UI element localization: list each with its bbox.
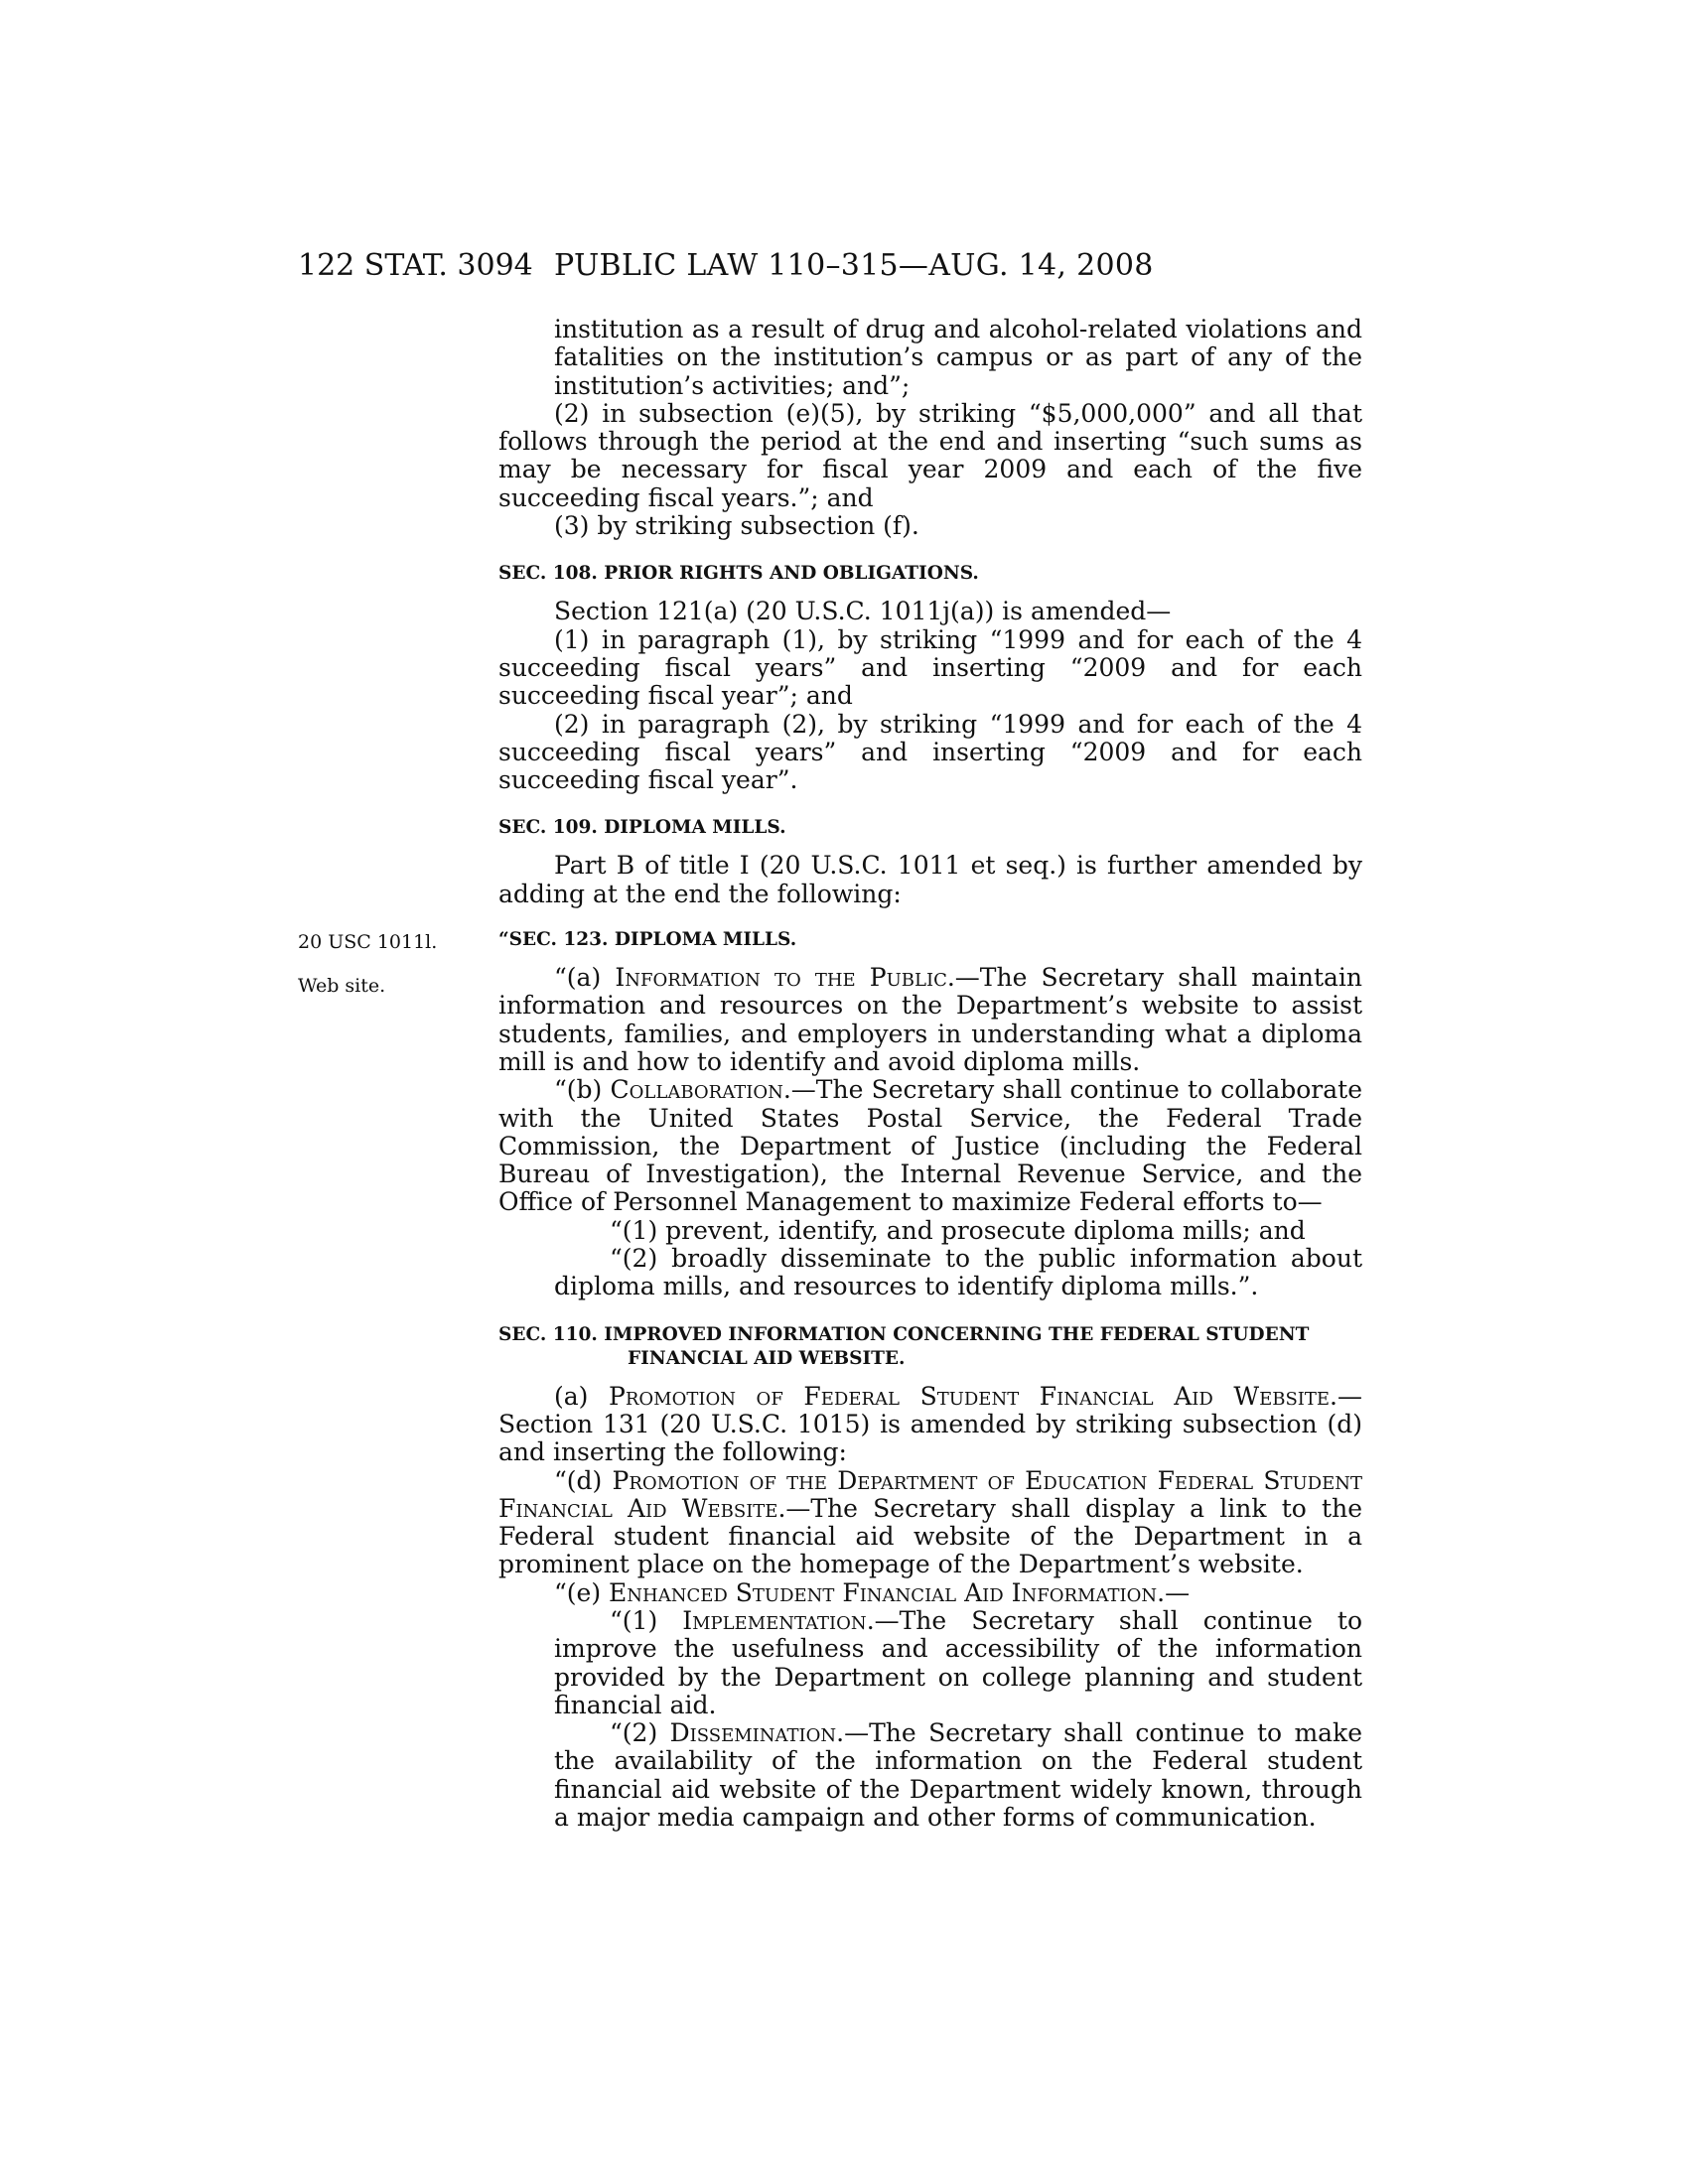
paragraph: [498, 1719, 1362, 1832]
paragraph-text: .—The Secretary shall continue to collaborate with the United States Postal Service, the Federal Trade Commission, the Department of Justice (including the Federal Bureau of Investigation), the Internal Revenue Service, and the Office of Personnel Management to maximize Federal efforts to—: [498, 1075, 1362, 1217]
paragraph: [443, 626, 1362, 711]
section-heading: SEC. 109. DIPLOMA MILLS.: [498, 817, 786, 839]
margin-note-usc: 20 USC 1011l.: [298, 931, 438, 953]
paragraph-lead: “(1): [610, 1605, 683, 1635]
paragraph-text: (2) in paragraph (2), by striking “1999 and for each of the 4 succeeding fiscal years” and inserting “2009 and for each succeeding fiscal year”.: [498, 709, 1362, 795]
paragraph-text: .—Section 131 (20 U.S.C. 1015) is amended by striking subsection (d) and inserting the following:: [498, 1381, 1362, 1467]
paragraph: (2) in subsection (e)(5), by striking “$5,000,000” and all that follows through the period at the end and inserting “such sums as may be necessary for fiscal year 2009 and each of the five succeeding fiscal years.”; and: [498, 398, 1362, 512]
paragraph: [498, 1607, 1362, 1719]
paragraph-lead: (a): [554, 1381, 610, 1411]
margin-note-website: Web site.: [298, 975, 386, 997]
section-heading: SEC. 108. PRIOR RIGHTS AND OBLIGATIONS.: [498, 563, 979, 585]
paragraph: “(1) prevent, identify, and prosecute diploma mills; and: [610, 1215, 1306, 1245]
paragraph: [443, 711, 1362, 795]
paragraph-heading: Dissemination: [669, 1718, 837, 1748]
running-title: PUBLIC LAW 110–315—AUG. 14, 2008: [554, 248, 1154, 283]
paragraph-text: .—: [1157, 1577, 1191, 1607]
paragraph-text: .—The Secretary shall continue to make the availability of the information on the Federal student financial aid website of the Department widely known, through a major media campaign and other forms of communication.: [554, 1718, 1363, 1833]
paragraph-lead: “(2): [610, 1718, 670, 1748]
paragraph-text: (1) in paragraph (1), by striking “1999 and for each of the 4 succeeding fiscal years” and inserting “2009 and for each succeeding fiscal year”; and: [498, 624, 1362, 711]
paragraph: [498, 1579, 1362, 1607]
paragraph: Part B of title I (20 U.S.C. 1011 et seq.) is further amended by adding at the end the following:: [498, 851, 1362, 908]
section-heading: SEC. 110. IMPROVED INFORMATION CONCERNING THE FEDERAL STUDENT FINANCIAL AID WEBSITE.: [498, 1323, 1310, 1369]
document-body: [498, 316, 1362, 1832]
page-stat-citation: 122 STAT. 3094: [298, 248, 533, 283]
paragraph-heading: Implementation: [682, 1605, 867, 1635]
paragraph: “(2) broadly disseminate to the public information about diploma mills, and resources to identify diploma mills.”.: [554, 1244, 1362, 1301]
paragraph-lead: “(b): [554, 1075, 611, 1105]
section-heading: “SEC. 123. DIPLOMA MILLS.: [498, 929, 797, 951]
paragraph-text: .—The Secretary shall display a link to the Federal student financial aid website of the Department in a prominent place on the homepage of the Department’s website.: [498, 1493, 1362, 1579]
paragraph-heading: Collaboration: [610, 1075, 783, 1105]
paragraph-lead: “(e): [554, 1577, 610, 1607]
paragraph-lead: “(a): [554, 963, 616, 993]
paragraph: institution as a result of drug and alcohol-related violations and fatalities on the institution’s campus or as part of any of the institution’s activities; and”;: [554, 315, 1362, 400]
paragraph-heading: Promotion of Federal Student Financial Aid Website: [609, 1381, 1331, 1411]
paragraph-heading: Promotion of the Department of Education Federal Student Financial Aid Website: [498, 1465, 1362, 1523]
paragraph: [498, 1076, 1362, 1216]
paragraph: [498, 1467, 1362, 1579]
paragraph-heading: Information to the Public: [615, 963, 947, 993]
paragraph: Section 121(a) (20 U.S.C. 1011j(a)) is amended—: [554, 597, 1172, 626]
paragraph: [498, 964, 1362, 1076]
paragraph-lead: “(d): [554, 1465, 613, 1495]
paragraph: (3) by striking subsection (f).: [554, 511, 919, 541]
paragraph-heading: Enhanced Student Financial Aid Information: [609, 1577, 1158, 1607]
paragraph-text: .—The Secretary shall continue to improve the usefulness and accessibility of the information provided by the Department on college planning and student financial aid.: [554, 1605, 1362, 1719]
paragraph: [498, 1383, 1362, 1467]
paragraph-text: .—The Secretary shall maintain information and resources on the Department’s website to assist students, families, and employers in understanding what a diploma mill is and how to identify and avoid diploma mills.: [498, 963, 1362, 1076]
